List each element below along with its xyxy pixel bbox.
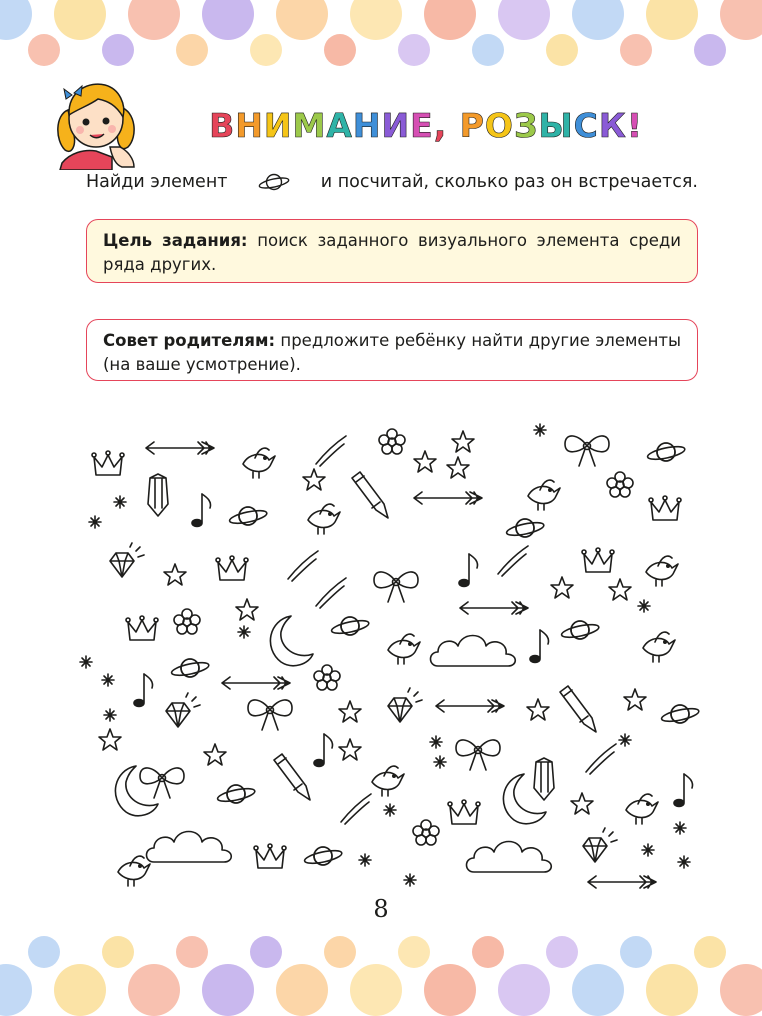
pencil-icon (274, 754, 310, 800)
sparkle-icon (434, 756, 446, 768)
planet-icon (561, 621, 600, 640)
bird-icon (528, 480, 560, 510)
note-icon (530, 630, 549, 663)
title-letter: И (381, 106, 411, 145)
sparkle-icon (384, 804, 396, 816)
decor-dot (572, 0, 624, 40)
title-letter: В (209, 106, 236, 145)
title-letter: О (484, 106, 514, 145)
bird-icon (643, 632, 675, 662)
decor-dot (176, 34, 208, 66)
gem-icon (388, 688, 422, 722)
goal-box (86, 219, 698, 283)
star-icon (339, 739, 361, 760)
note-icon (134, 674, 153, 707)
cloud-icon (147, 832, 232, 863)
star-icon (527, 699, 549, 720)
decor-dot (350, 964, 402, 1016)
title-letter: А (326, 106, 353, 145)
decor-dot (620, 34, 652, 66)
decor-dot (646, 964, 698, 1016)
planet-icon (331, 617, 370, 636)
sparkle-icon (80, 656, 92, 668)
star-icon (452, 431, 474, 452)
comet-icon (586, 744, 616, 774)
decor-dot (54, 0, 106, 40)
comet-icon (341, 794, 371, 824)
decor-dot (350, 0, 402, 40)
star-icon (236, 599, 258, 620)
planet-icon (304, 847, 343, 866)
task-instruction (86, 170, 698, 194)
goal-text: поиск заданного визуального элемента среди ряда других. (103, 231, 682, 274)
sparkle-icon (678, 856, 690, 868)
decor-dot (176, 936, 208, 968)
planet-icon (257, 171, 291, 193)
title-letter: И (263, 106, 293, 145)
bow-icon (374, 572, 418, 602)
decor-dot (324, 936, 356, 968)
arrow-icon (414, 492, 482, 504)
bow-icon (248, 700, 292, 730)
decor-dot (0, 0, 32, 40)
sparkle-icon (430, 736, 442, 748)
decor-dot (102, 34, 134, 66)
tip-label: Совет родителям: (103, 331, 276, 350)
star-icon (414, 451, 436, 472)
sparkle-icon (104, 709, 116, 721)
bird-icon (372, 766, 404, 796)
sparkle-icon (114, 496, 126, 508)
bird-icon (388, 634, 420, 664)
decor-dot (102, 936, 134, 968)
title-letter: Е (410, 106, 434, 145)
comet-icon (316, 578, 346, 608)
bird-icon (626, 794, 658, 824)
star-icon (447, 457, 469, 478)
title-letter: , (433, 106, 448, 145)
decor-dot (128, 0, 180, 40)
parent-tip-box (86, 319, 698, 381)
decor-dot (398, 936, 430, 968)
decor-dot (28, 936, 60, 968)
doodle-puzzle-area (70, 410, 710, 900)
comet-icon (498, 546, 528, 576)
decor-dot (54, 964, 106, 1016)
pencil-icon (352, 472, 388, 518)
moon-icon (115, 766, 158, 816)
crown-icon (582, 548, 614, 572)
crown-icon (448, 800, 480, 824)
arrow-icon (460, 602, 528, 614)
sparkle-icon (404, 874, 416, 886)
star-icon (204, 744, 226, 765)
decor-dot (720, 964, 762, 1016)
star-icon (303, 469, 325, 490)
star-icon (99, 729, 121, 750)
decor-dot (128, 964, 180, 1016)
task-text-before: Найди элемент (86, 172, 228, 192)
crystal-icon (148, 474, 168, 516)
decor-dot (546, 936, 578, 968)
sparkle-icon (619, 734, 631, 746)
task-text-after: и посчитай, сколько раз он встречается. (320, 172, 698, 192)
crown-icon (126, 616, 158, 640)
gem-icon (110, 543, 144, 577)
planet-icon (661, 705, 700, 724)
crystal-icon (534, 758, 554, 800)
flower-icon (174, 609, 200, 634)
comet-icon (288, 551, 318, 581)
bow-icon (140, 768, 184, 798)
crown-icon (216, 556, 248, 580)
crown-icon (254, 844, 286, 868)
planet-icon (647, 443, 686, 462)
decor-dot (694, 34, 726, 66)
decor-dot (28, 34, 60, 66)
decor-dot (202, 0, 254, 40)
decor-dot (0, 964, 32, 1016)
decor-dot (276, 0, 328, 40)
decor-dot (572, 964, 624, 1016)
title-letter: М (292, 106, 327, 145)
title-letter: Н (235, 106, 264, 145)
bow-icon (565, 436, 609, 466)
title-letter: Ы (538, 106, 574, 145)
comet-icon (316, 436, 346, 466)
bottom-dot-border (0, 920, 762, 1000)
star-icon (609, 579, 631, 600)
cloud-icon (431, 636, 516, 667)
bird-icon (646, 556, 678, 586)
star-icon (164, 564, 186, 585)
top-dot-border (0, 0, 762, 80)
title-letter: К (598, 106, 627, 145)
crown-icon (649, 496, 681, 520)
decor-dot (250, 936, 282, 968)
sparkle-icon (674, 822, 686, 834)
sparkle-icon (89, 516, 101, 528)
star-icon (551, 577, 573, 598)
planet-icon (171, 659, 210, 678)
decor-dot (472, 936, 504, 968)
arrow-icon (436, 700, 504, 712)
page-title (0, 106, 762, 145)
planet-icon (506, 519, 545, 538)
decor-dot (498, 0, 550, 40)
decor-dot (498, 964, 550, 1016)
decor-dot (646, 0, 698, 40)
cloud-icon (467, 842, 552, 873)
gem-icon (583, 828, 617, 862)
decor-dot (398, 34, 430, 66)
note-icon (459, 554, 478, 587)
decor-dot (324, 34, 356, 66)
decor-dot (546, 34, 578, 66)
title-letter (447, 106, 460, 145)
title-letter: С (573, 106, 599, 145)
crown-icon (92, 451, 124, 475)
planet-icon (217, 785, 256, 804)
sparkle-icon (638, 600, 650, 612)
flower-icon (607, 472, 633, 497)
decor-dot (472, 34, 504, 66)
note-icon (192, 494, 211, 527)
bird-icon (308, 504, 340, 534)
decor-dot (276, 964, 328, 1016)
goal-label: Цель задания: (103, 231, 248, 250)
sparkle-icon (359, 854, 371, 866)
moon-icon (503, 774, 546, 824)
flower-icon (314, 665, 340, 690)
decor-dot (424, 964, 476, 1016)
sparkle-icon (534, 424, 546, 436)
bird-icon (118, 856, 150, 886)
note-icon (314, 734, 333, 767)
decor-dot (620, 936, 652, 968)
decor-dot (694, 936, 726, 968)
title-letter: Р (459, 106, 485, 145)
flower-icon (379, 429, 405, 454)
arrow-icon (146, 442, 214, 454)
sparkle-icon (642, 844, 654, 856)
decor-dot (202, 964, 254, 1016)
decor-dot (424, 0, 476, 40)
note-icon (674, 774, 693, 807)
title-letter: Н (352, 106, 382, 145)
star-icon (624, 689, 646, 710)
star-icon (571, 793, 593, 814)
sparkle-icon (102, 674, 114, 686)
decor-dot (250, 34, 282, 66)
planet-icon (229, 507, 268, 526)
pencil-icon (560, 686, 596, 732)
page-number: 8 (373, 895, 389, 923)
tip-text: предложите ребёнку найти другие элементы (на ваше усмотрение). (103, 331, 682, 374)
title-letter: З (513, 106, 539, 145)
arrow-icon (588, 876, 656, 888)
sparkle-icon (238, 626, 250, 638)
gem-icon (166, 693, 200, 727)
bird-icon (243, 448, 275, 478)
arrow-icon (222, 677, 290, 689)
title-letter: ! (626, 106, 643, 145)
flower-icon (413, 820, 439, 845)
bow-icon (456, 740, 500, 770)
moon-icon (270, 616, 313, 666)
star-icon (339, 701, 361, 722)
decor-dot (720, 0, 762, 40)
